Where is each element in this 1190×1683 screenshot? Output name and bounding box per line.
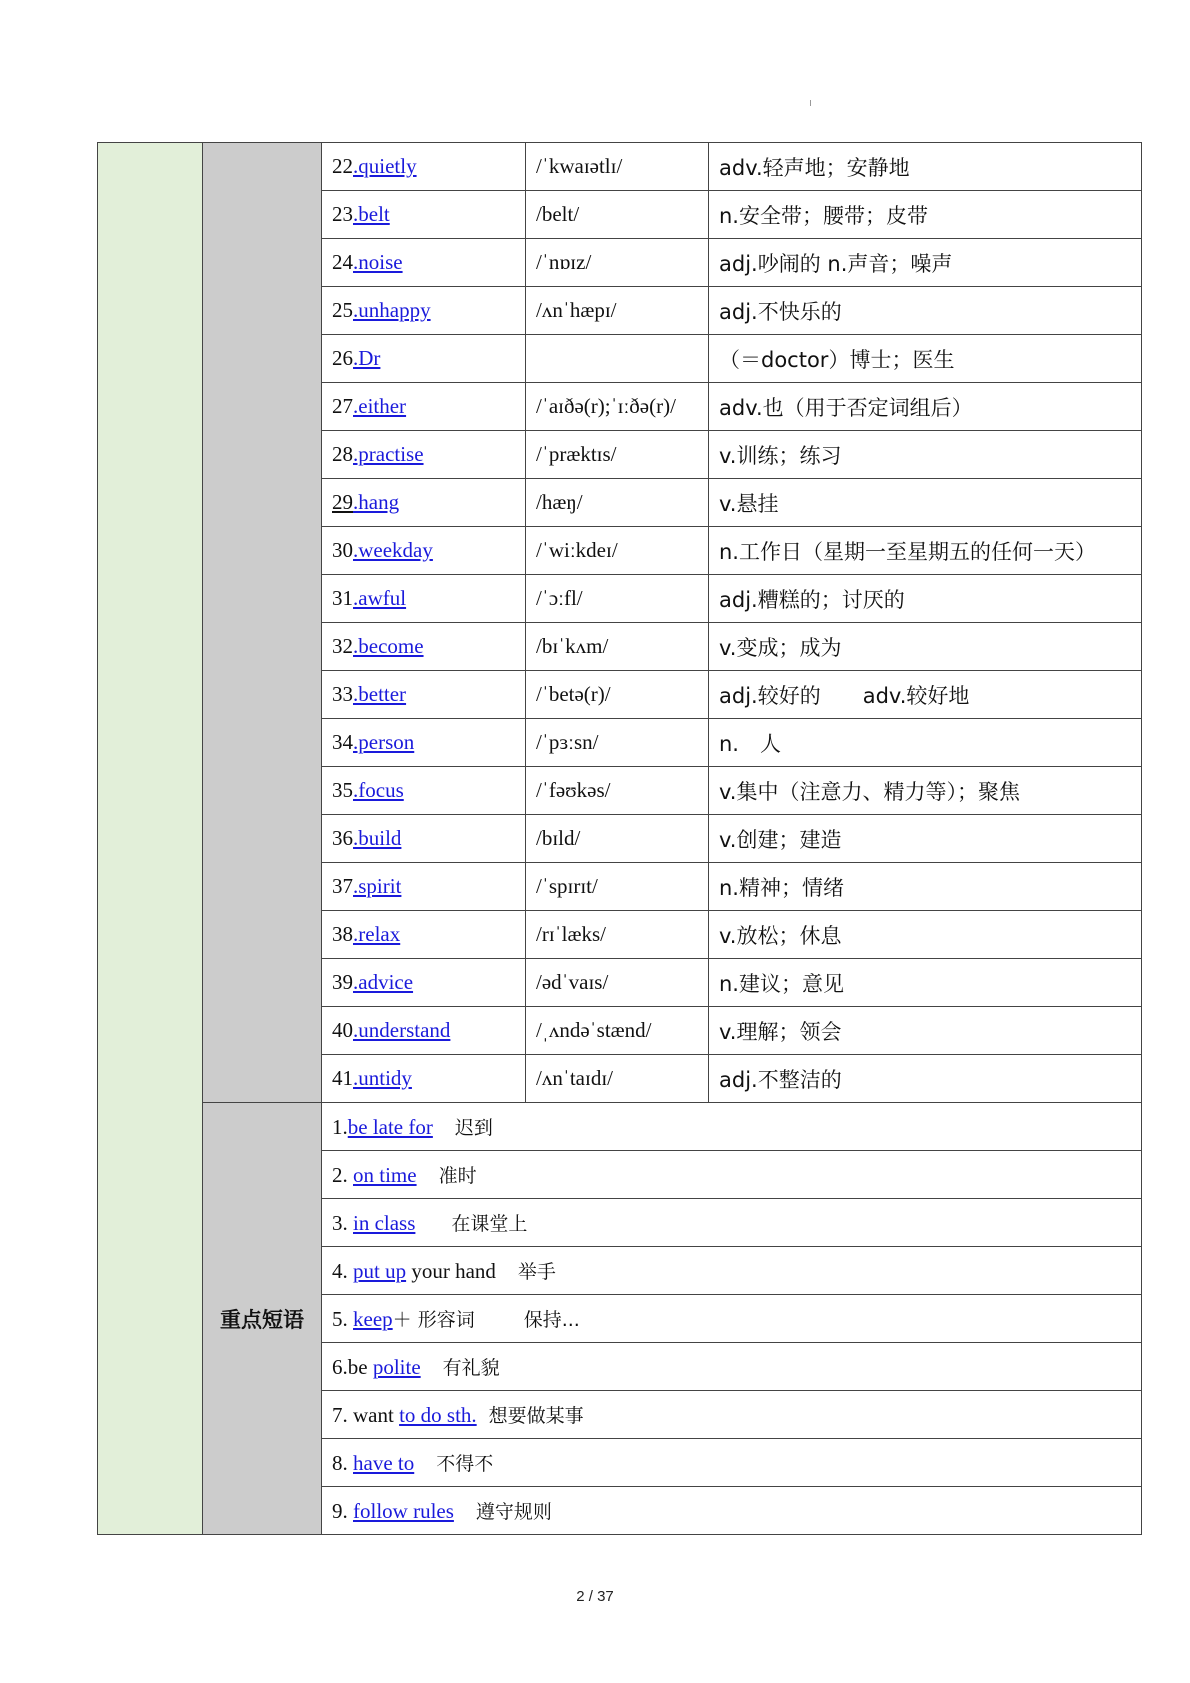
word-link[interactable]: .relax xyxy=(353,922,401,946)
word-cell: 41.untidy xyxy=(322,1055,526,1103)
word-cell: 27.either xyxy=(322,383,526,431)
word-link[interactable]: .understand xyxy=(353,1018,451,1042)
word-cell: 37.spirit xyxy=(322,863,526,911)
phonetic-cell: /ˈpɜːsn/ xyxy=(526,719,709,767)
meaning-cell: adj.不整洁的 xyxy=(709,1055,1142,1103)
meaning-cell: （＝doctor）博士；医生 xyxy=(709,335,1142,383)
meaning-cell: adj.较好的 adv.较好地 xyxy=(709,671,1142,719)
word-cell: 26.Dr xyxy=(322,335,526,383)
word-link[interactable]: .become xyxy=(353,634,424,658)
meaning-cell: v.集中（注意力、精力等）；聚焦 xyxy=(709,767,1142,815)
meaning-cell: adv.轻声地；安静地 xyxy=(709,143,1142,191)
word-link[interactable]: .build xyxy=(353,826,402,850)
phrase-cell: 9. follow rules 遵守规则 xyxy=(322,1487,1142,1535)
word-link[interactable]: .better xyxy=(353,682,407,706)
phrase-cell: 3. in class 在课堂上 xyxy=(322,1199,1142,1247)
phonetic-cell: /ʌnˈtaɪdɪ/ xyxy=(526,1055,709,1103)
phrases-section-label: 重点短语 xyxy=(203,1103,322,1535)
word-cell: 23.belt xyxy=(322,191,526,239)
phrase-link[interactable]: in class xyxy=(353,1211,416,1235)
phonetic-cell: /ˈwiːkdeɪ/ xyxy=(526,527,709,575)
word-cell: 36.build xyxy=(322,815,526,863)
meaning-cell: v.理解；领会 xyxy=(709,1007,1142,1055)
meaning-cell: v.创建；建造 xyxy=(709,815,1142,863)
word-link[interactable]: .quietly xyxy=(353,154,417,178)
phonetic-cell: /rɪˈlæks/ xyxy=(526,911,709,959)
phrase-row xyxy=(98,1103,1142,1151)
words-label-cell xyxy=(203,143,322,1103)
word-link[interactable]: .belt xyxy=(353,202,390,226)
word-cell: 31.awful xyxy=(322,575,526,623)
phrase-cell: 1.be late for 迟到 xyxy=(322,1103,1142,1151)
vocabulary-table xyxy=(97,142,1142,1535)
meaning-cell: n.安全带；腰带；皮带 xyxy=(709,191,1142,239)
phrase-cell: 6.be polite 有礼貌 xyxy=(322,1343,1142,1391)
phonetic-cell: /bɪˈkʌm/ xyxy=(526,623,709,671)
phonetic-cell: /ˈspɪrɪt/ xyxy=(526,863,709,911)
meaning-cell: v.悬挂 xyxy=(709,479,1142,527)
phonetic-cell xyxy=(526,335,709,383)
phonetic-cell: /ˈpræktɪs/ xyxy=(526,431,709,479)
word-link[interactable]: .weekday xyxy=(353,538,433,562)
word-link[interactable]: .hang xyxy=(353,490,400,514)
phrase-link[interactable]: follow rules xyxy=(353,1499,454,1523)
meaning-cell: v.变成；成为 xyxy=(709,623,1142,671)
phonetic-cell: /ˈkwaɪətlɪ/ xyxy=(526,143,709,191)
word-cell: 32.become xyxy=(322,623,526,671)
word-cell: 28.practise xyxy=(322,431,526,479)
phrase-link[interactable]: have to xyxy=(353,1451,415,1475)
word-link[interactable]: .untidy xyxy=(353,1066,412,1090)
phonetic-cell: /ˈfəʊkəs/ xyxy=(526,767,709,815)
word-link[interactable]: .practise xyxy=(353,442,424,466)
phrase-cell: 7. want to do sth. 想要做某事 xyxy=(322,1391,1142,1439)
word-cell: 30.weekday xyxy=(322,527,526,575)
word-link[interactable]: .noise xyxy=(353,250,403,274)
phrase-cell: 8. have to 不得不 xyxy=(322,1439,1142,1487)
meaning-cell: n.建议；意见 xyxy=(709,959,1142,1007)
word-link[interactable]: .spirit xyxy=(353,874,402,898)
word-cell: 38.relax xyxy=(322,911,526,959)
phonetic-cell: /ˈɔːfl/ xyxy=(526,575,709,623)
word-link[interactable]: .unhappy xyxy=(353,298,431,322)
section-column xyxy=(98,143,203,1535)
phonetic-cell: /ˌʌndəˈstænd/ xyxy=(526,1007,709,1055)
phonetic-cell: /ˈbetə(r)/ xyxy=(526,671,709,719)
phrase-link[interactable]: be late for xyxy=(347,1115,433,1139)
phrase-link[interactable]: put up xyxy=(353,1259,407,1283)
phonetic-cell: /ʌnˈhæpɪ/ xyxy=(526,287,709,335)
word-cell: 39.advice xyxy=(322,959,526,1007)
meaning-cell: adj.吵闹的 n.声音；噪声 xyxy=(709,239,1142,287)
meaning-cell: n.精神；情绪 xyxy=(709,863,1142,911)
phrase-link[interactable]: on time xyxy=(353,1163,417,1187)
phrase-cell: 2. on time 准时 xyxy=(322,1151,1142,1199)
word-link[interactable]: .either xyxy=(353,394,407,418)
word-cell: 40.understand xyxy=(322,1007,526,1055)
phonetic-cell: /belt/ xyxy=(526,191,709,239)
phrase-cell: 4. put up your hand 举手 xyxy=(322,1247,1142,1295)
meaning-cell: adj.糟糕的；讨厌的 xyxy=(709,575,1142,623)
word-link[interactable]: .person xyxy=(353,730,415,754)
phonetic-cell: /hæŋ/ xyxy=(526,479,709,527)
meaning-cell: adv.也（用于否定词组后） xyxy=(709,383,1142,431)
phonetic-cell: /ədˈvaɪs/ xyxy=(526,959,709,1007)
word-cell: 33.better xyxy=(322,671,526,719)
page-indicator: 2 / 37 xyxy=(576,1588,614,1605)
meaning-cell: adj.不快乐的 xyxy=(709,287,1142,335)
word-cell: 35.focus xyxy=(322,767,526,815)
word-link[interactable]: .focus xyxy=(353,778,404,802)
phonetic-cell: /bɪld/ xyxy=(526,815,709,863)
word-cell: 25.unhappy xyxy=(322,287,526,335)
phrase-cell: 5. keep＋ 形容词 保持... xyxy=(322,1295,1142,1343)
phrase-link[interactable]: polite xyxy=(372,1355,421,1379)
vocab-row xyxy=(98,143,1142,191)
meaning-cell: v.放松；休息 xyxy=(709,911,1142,959)
word-link[interactable]: .advice xyxy=(353,970,414,994)
word-cell: 24.noise xyxy=(322,239,526,287)
phrase-link[interactable]: keep xyxy=(353,1307,393,1331)
phrase-link[interactable]: to do sth. xyxy=(399,1403,477,1427)
word-cell: 34.person xyxy=(322,719,526,767)
meaning-cell: n.工作日（星期一至星期五的任何一天） xyxy=(709,527,1142,575)
meaning-cell: v.训练；练习 xyxy=(709,431,1142,479)
header-mark xyxy=(810,100,811,106)
phonetic-cell: /ˈaɪðə(r);ˈɪːðə(r)/ xyxy=(526,383,709,431)
word-link[interactable]: .Dr xyxy=(353,346,381,370)
word-cell: 22.quietly xyxy=(322,143,526,191)
phonetic-cell: /ˈnɒɪz/ xyxy=(526,239,709,287)
word-cell: 29.hang xyxy=(322,479,526,527)
word-link[interactable]: .awful xyxy=(353,586,407,610)
meaning-cell: n. 人 xyxy=(709,719,1142,767)
